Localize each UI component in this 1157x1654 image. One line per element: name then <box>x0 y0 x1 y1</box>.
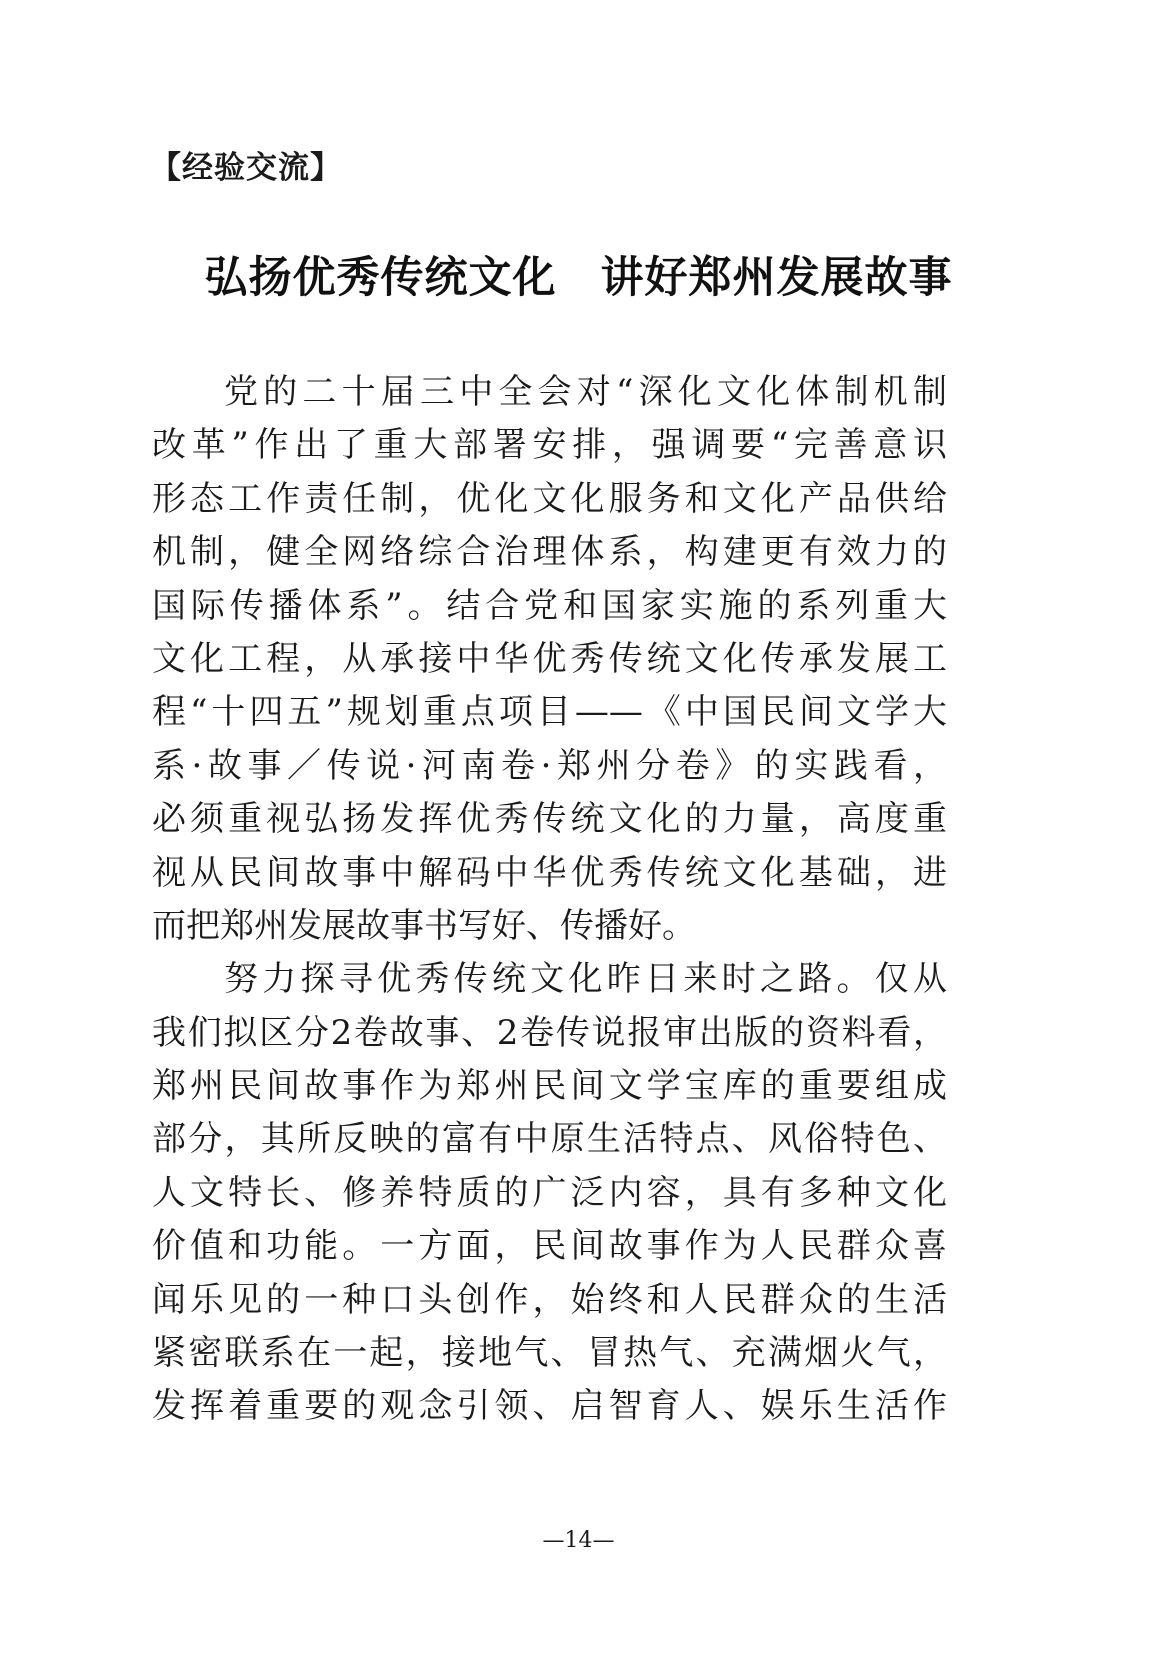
paragraph-2-line: 郑州民间故事作为郑州民间文学宝库的重要组成 <box>152 1066 947 1107</box>
paragraph-1-line: 党的二十届三中全会对“深化文化体制机制 <box>224 372 947 412</box>
paragraph-2-line: 发挥着重要的观念引领、启智育人、娱乐生活作 <box>152 1386 947 1427</box>
paragraph-2-line: 价值和功能。一方面，民间故事作为人民群众喜 <box>152 1226 947 1267</box>
paragraph-1-line: 程“十四五”规划重点项目——《中国民间文学大 <box>152 692 947 733</box>
paragraph-1-line: 而把郑州发展故事书写好、传播好。 <box>152 905 696 946</box>
paragraph-2-line: 闻乐见的一种口头创作，始终和人民群众的生活 <box>152 1279 947 1320</box>
paragraph-1-line: 系·故事／传说·河南卷·郑州分卷》的实践看， <box>152 745 947 786</box>
paragraph-2-line: 紧密联系在一起，接地气、冒热气、充满烟火气， <box>152 1333 947 1374</box>
paragraph-1-line: 机制，健全网络综合治理体系，构建更有效力的 <box>152 532 947 573</box>
paragraph-1-line: 国际传播体系”。结合党和国家实施的系列重大 <box>152 585 947 626</box>
paragraph-1-line: 视从民间故事中解码中华优秀传统文化基础，进 <box>152 852 947 893</box>
article-title: 弘扬优秀传统文化 讲好郑州发展故事 <box>204 253 953 303</box>
paragraph-1-line: 形态工作责任制，优化文化服务和文化产品供给 <box>152 478 947 519</box>
paragraph-1-line: 改革”作出了重大部署安排，强调要“完善意识 <box>152 425 947 466</box>
paragraph-1-line: 文化工程，从承接中华优秀传统文化传承发展工 <box>152 638 947 679</box>
section-tag: 【经验交流】 <box>150 150 342 186</box>
article-body <box>152 366 947 1434</box>
paragraph-2-line: 努力探寻优秀传统文化昨日来时之路。仅从 <box>224 959 947 1000</box>
page-number: —14— <box>542 1528 615 1553</box>
paragraph-1-line: 必须重视弘扬发挥优秀传统文化的力量，高度重 <box>152 799 947 840</box>
paragraph-2-line: 人文特长、修养特质的广泛内容，具有多种文化 <box>152 1172 947 1213</box>
paragraph-2-line: 我们拟区分2卷故事、2卷传说报审出版的资料看， <box>152 1012 947 1053</box>
paragraph-2-line: 部分，其所反映的富有中原生活特点、风俗特色、 <box>152 1119 947 1160</box>
